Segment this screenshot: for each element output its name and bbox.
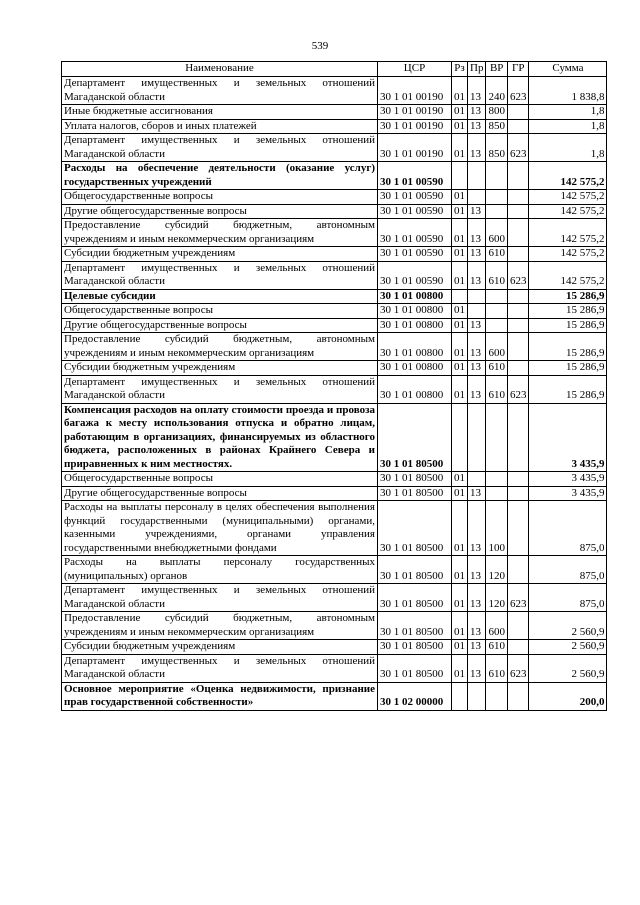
cell-gr <box>507 219 529 247</box>
cell-rz: 01 <box>452 640 468 655</box>
cell-csr: 30 1 01 00800 <box>378 304 452 319</box>
cell-gr <box>507 486 529 501</box>
cell-pr <box>468 162 486 190</box>
cell-name: Департамент имущественных и земельных отношений Магаданской области <box>62 261 378 289</box>
cell-pr <box>468 472 486 487</box>
table-row <box>62 361 607 376</box>
cell-csr: 30 1 01 80500 <box>378 403 452 472</box>
cell-rz: 01 <box>452 134 468 162</box>
cell-sum: 3 435,9 <box>529 403 607 472</box>
cell-csr: 30 1 01 00190 <box>378 105 452 120</box>
cell-sum: 3 435,9 <box>529 486 607 501</box>
table-header-row <box>62 62 607 77</box>
cell-gr <box>507 318 529 333</box>
cell-rz: 01 <box>452 247 468 262</box>
cell-rz <box>452 289 468 304</box>
cell-name: Департамент имущественных и земельных отношений Магаданской области <box>62 134 378 162</box>
cell-pr: 13 <box>468 584 486 612</box>
cell-name: Общегосударственные вопросы <box>62 472 378 487</box>
cell-name: Другие общегосударственные вопросы <box>62 318 378 333</box>
cell-rz: 01 <box>452 361 468 376</box>
cell-name: Субсидии бюджетным учреждениям <box>62 247 378 262</box>
cell-vr <box>486 682 508 710</box>
cell-vr <box>486 289 508 304</box>
cell-name: Другие общегосударственные вопросы <box>62 204 378 219</box>
cell-rz: 01 <box>452 584 468 612</box>
cell-csr: 30 1 01 00190 <box>378 119 452 134</box>
cell-pr: 13 <box>468 204 486 219</box>
cell-gr <box>507 333 529 361</box>
cell-rz: 01 <box>452 318 468 333</box>
cell-name: Расходы на выплаты персоналу государственных (муниципальных) органов <box>62 556 378 584</box>
table-row <box>62 119 607 134</box>
cell-rz: 01 <box>452 261 468 289</box>
cell-vr: 610 <box>486 361 508 376</box>
table-row <box>62 105 607 120</box>
cell-sum: 875,0 <box>529 584 607 612</box>
cell-sum: 142 575,2 <box>529 190 607 205</box>
cell-vr <box>486 472 508 487</box>
cell-name: Основное мероприятие «Оценка недвижимости, признание прав государственной собственности» <box>62 682 378 710</box>
cell-gr: 623 <box>507 584 529 612</box>
header-sum: Сумма <box>529 62 607 77</box>
cell-pr: 13 <box>468 375 486 403</box>
cell-vr: 600 <box>486 333 508 361</box>
cell-rz: 01 <box>452 472 468 487</box>
cell-gr <box>507 304 529 319</box>
cell-csr: 30 1 02 00000 <box>378 682 452 710</box>
cell-gr <box>507 105 529 120</box>
cell-name: Департамент имущественных и земельных отношений Магаданской области <box>62 654 378 682</box>
cell-csr: 30 1 01 00590 <box>378 162 452 190</box>
cell-sum: 2 560,9 <box>529 612 607 640</box>
table-row <box>62 584 607 612</box>
cell-csr: 30 1 01 80500 <box>378 472 452 487</box>
cell-sum: 3 435,9 <box>529 472 607 487</box>
cell-csr: 30 1 01 00800 <box>378 333 452 361</box>
cell-vr <box>486 304 508 319</box>
header-rz: Рз <box>452 62 468 77</box>
cell-name: Департамент имущественных и земельных отношений Магаданской области <box>62 77 378 105</box>
table-body <box>62 77 607 711</box>
cell-rz: 01 <box>452 304 468 319</box>
table-row <box>62 134 607 162</box>
cell-rz <box>452 682 468 710</box>
table-row <box>62 612 607 640</box>
cell-csr: 30 1 01 80500 <box>378 640 452 655</box>
cell-name: Целевые субсидии <box>62 289 378 304</box>
table-row <box>62 77 607 105</box>
cell-rz: 01 <box>452 486 468 501</box>
cell-vr: 610 <box>486 375 508 403</box>
cell-gr <box>507 204 529 219</box>
cell-rz: 01 <box>452 119 468 134</box>
cell-name: Другие общегосударственные вопросы <box>62 486 378 501</box>
header-name: Наименование <box>62 62 378 77</box>
table-row <box>62 333 607 361</box>
page-number: 539 <box>311 40 329 52</box>
cell-sum: 142 575,2 <box>529 219 607 247</box>
cell-vr: 610 <box>486 654 508 682</box>
cell-name: Департамент имущественных и земельных отношений Магаданской области <box>62 584 378 612</box>
table-row <box>62 556 607 584</box>
cell-vr: 600 <box>486 219 508 247</box>
cell-vr: 850 <box>486 134 508 162</box>
cell-rz: 01 <box>452 501 468 556</box>
cell-name: Уплата налогов, сборов и иных платежей <box>62 119 378 134</box>
cell-csr: 30 1 01 00590 <box>378 204 452 219</box>
cell-pr: 13 <box>468 612 486 640</box>
cell-name: Расходы на обеспечение деятельности (оказание услуг) государственных учреждений <box>62 162 378 190</box>
cell-rz: 01 <box>452 333 468 361</box>
cell-gr <box>507 190 529 205</box>
cell-sum: 1 838,8 <box>529 77 607 105</box>
cell-vr: 610 <box>486 261 508 289</box>
cell-gr <box>507 640 529 655</box>
cell-sum: 2 560,9 <box>529 654 607 682</box>
cell-vr: 600 <box>486 612 508 640</box>
cell-gr: 623 <box>507 375 529 403</box>
cell-vr <box>486 486 508 501</box>
cell-rz: 01 <box>452 105 468 120</box>
cell-pr: 13 <box>468 261 486 289</box>
cell-vr: 100 <box>486 501 508 556</box>
cell-pr <box>468 682 486 710</box>
cell-rz <box>452 162 468 190</box>
table-row <box>62 375 607 403</box>
cell-vr: 610 <box>486 247 508 262</box>
table-row <box>62 403 607 472</box>
budget-table <box>61 61 607 711</box>
table-row <box>62 190 607 205</box>
cell-vr: 800 <box>486 105 508 120</box>
cell-name: Департамент имущественных и земельных отношений Магаданской области <box>62 375 378 403</box>
cell-csr: 30 1 01 00590 <box>378 261 452 289</box>
cell-gr <box>507 289 529 304</box>
cell-sum: 15 286,9 <box>529 304 607 319</box>
cell-csr: 30 1 01 00800 <box>378 361 452 376</box>
cell-gr <box>507 612 529 640</box>
cell-name: Общегосударственные вопросы <box>62 190 378 205</box>
cell-rz: 01 <box>452 77 468 105</box>
cell-sum: 142 575,2 <box>529 162 607 190</box>
cell-pr: 13 <box>468 640 486 655</box>
cell-csr: 30 1 01 00590 <box>378 247 452 262</box>
cell-gr: 623 <box>507 77 529 105</box>
table-row <box>62 289 607 304</box>
cell-name: Субсидии бюджетным учреждениям <box>62 361 378 376</box>
table-row <box>62 318 607 333</box>
cell-pr: 13 <box>468 333 486 361</box>
cell-pr: 13 <box>468 361 486 376</box>
header-pr: Пр <box>468 62 486 77</box>
cell-vr: 850 <box>486 119 508 134</box>
cell-csr: 30 1 01 80500 <box>378 556 452 584</box>
cell-gr <box>507 501 529 556</box>
cell-gr <box>507 361 529 376</box>
cell-csr: 30 1 01 00800 <box>378 375 452 403</box>
cell-pr: 13 <box>468 247 486 262</box>
cell-sum: 1,8 <box>529 134 607 162</box>
cell-pr <box>468 304 486 319</box>
cell-vr: 120 <box>486 556 508 584</box>
cell-sum: 15 286,9 <box>529 318 607 333</box>
cell-vr <box>486 403 508 472</box>
cell-gr: 623 <box>507 261 529 289</box>
cell-gr <box>507 247 529 262</box>
cell-name: Иные бюджетные ассигнования <box>62 105 378 120</box>
cell-csr: 30 1 01 00590 <box>378 219 452 247</box>
cell-sum: 200,0 <box>529 682 607 710</box>
cell-gr <box>507 682 529 710</box>
cell-name: Расходы на выплаты персоналу в целях обеспечения выполнения функций государственными (муниципальными) органами, казенными учреждениями, органами управления государственными внебюджетными фондами <box>62 501 378 556</box>
cell-gr <box>507 119 529 134</box>
cell-rz: 01 <box>452 654 468 682</box>
cell-name: Предоставление субсидий бюджетным, автономным учреждениям и иным некоммерческим организациям <box>62 219 378 247</box>
cell-vr <box>486 204 508 219</box>
cell-gr: 623 <box>507 134 529 162</box>
cell-pr <box>468 190 486 205</box>
cell-sum: 142 575,2 <box>529 247 607 262</box>
cell-name: Общегосударственные вопросы <box>62 304 378 319</box>
cell-csr: 30 1 01 80500 <box>378 584 452 612</box>
table-row <box>62 204 607 219</box>
cell-vr: 610 <box>486 640 508 655</box>
cell-rz: 01 <box>452 204 468 219</box>
cell-sum: 142 575,2 <box>529 204 607 219</box>
cell-pr: 13 <box>468 134 486 162</box>
cell-csr: 30 1 01 00590 <box>378 190 452 205</box>
cell-pr: 13 <box>468 119 486 134</box>
cell-gr <box>507 472 529 487</box>
cell-gr <box>507 162 529 190</box>
cell-csr: 30 1 01 00190 <box>378 77 452 105</box>
cell-sum: 875,0 <box>529 556 607 584</box>
cell-rz: 01 <box>452 190 468 205</box>
table-row <box>62 501 607 556</box>
cell-rz: 01 <box>452 612 468 640</box>
table-row <box>62 247 607 262</box>
cell-rz: 01 <box>452 219 468 247</box>
cell-sum: 2 560,9 <box>529 640 607 655</box>
cell-rz: 01 <box>452 375 468 403</box>
cell-vr <box>486 318 508 333</box>
cell-pr <box>468 289 486 304</box>
table-row <box>62 682 607 710</box>
cell-pr: 13 <box>468 77 486 105</box>
cell-sum: 875,0 <box>529 501 607 556</box>
cell-sum: 15 286,9 <box>529 375 607 403</box>
cell-sum: 142 575,2 <box>529 261 607 289</box>
table-row <box>62 640 607 655</box>
table-row <box>62 472 607 487</box>
cell-sum: 15 286,9 <box>529 361 607 376</box>
cell-sum: 15 286,9 <box>529 333 607 361</box>
cell-name: Компенсация расходов на оплату стоимости проезда и провоза багажа к месту использования отпуска и обратно лицам, работающим в организациях, финансируемых из областного бюджета, расположенных в районах Крайнего Севера и приравненных к ним местностях. <box>62 403 378 472</box>
cell-sum: 1,8 <box>529 105 607 120</box>
cell-csr: 30 1 01 80500 <box>378 486 452 501</box>
cell-pr: 13 <box>468 219 486 247</box>
table-row <box>62 486 607 501</box>
cell-pr: 13 <box>468 105 486 120</box>
cell-pr: 13 <box>468 501 486 556</box>
cell-csr: 30 1 01 80500 <box>378 654 452 682</box>
cell-csr: 30 1 01 00190 <box>378 134 452 162</box>
cell-vr <box>486 190 508 205</box>
cell-csr: 30 1 01 00800 <box>378 289 452 304</box>
cell-csr: 30 1 01 80500 <box>378 612 452 640</box>
cell-rz <box>452 403 468 472</box>
cell-csr: 30 1 01 00800 <box>378 318 452 333</box>
cell-name: Предоставление субсидий бюджетным, автономным учреждениям и иным некоммерческим организациям <box>62 612 378 640</box>
header-gr: ГР <box>507 62 529 77</box>
table-row <box>62 304 607 319</box>
cell-vr <box>486 162 508 190</box>
table-row <box>62 162 607 190</box>
table-row <box>62 261 607 289</box>
cell-rz: 01 <box>452 556 468 584</box>
cell-pr: 13 <box>468 318 486 333</box>
cell-gr <box>507 556 529 584</box>
table-row <box>62 219 607 247</box>
table-row <box>62 654 607 682</box>
cell-gr: 623 <box>507 654 529 682</box>
cell-vr: 240 <box>486 77 508 105</box>
cell-pr: 13 <box>468 486 486 501</box>
cell-csr: 30 1 01 80500 <box>378 501 452 556</box>
cell-name: Субсидии бюджетным учреждениям <box>62 640 378 655</box>
header-vr: ВР <box>486 62 508 77</box>
cell-gr <box>507 403 529 472</box>
cell-sum: 1,8 <box>529 119 607 134</box>
cell-pr <box>468 403 486 472</box>
cell-vr: 120 <box>486 584 508 612</box>
cell-pr: 13 <box>468 556 486 584</box>
header-csr: ЦСР <box>378 62 452 77</box>
cell-sum: 15 286,9 <box>529 289 607 304</box>
cell-name: Предоставление субсидий бюджетным, автономным учреждениям и иным некоммерческим организациям <box>62 333 378 361</box>
cell-pr: 13 <box>468 654 486 682</box>
